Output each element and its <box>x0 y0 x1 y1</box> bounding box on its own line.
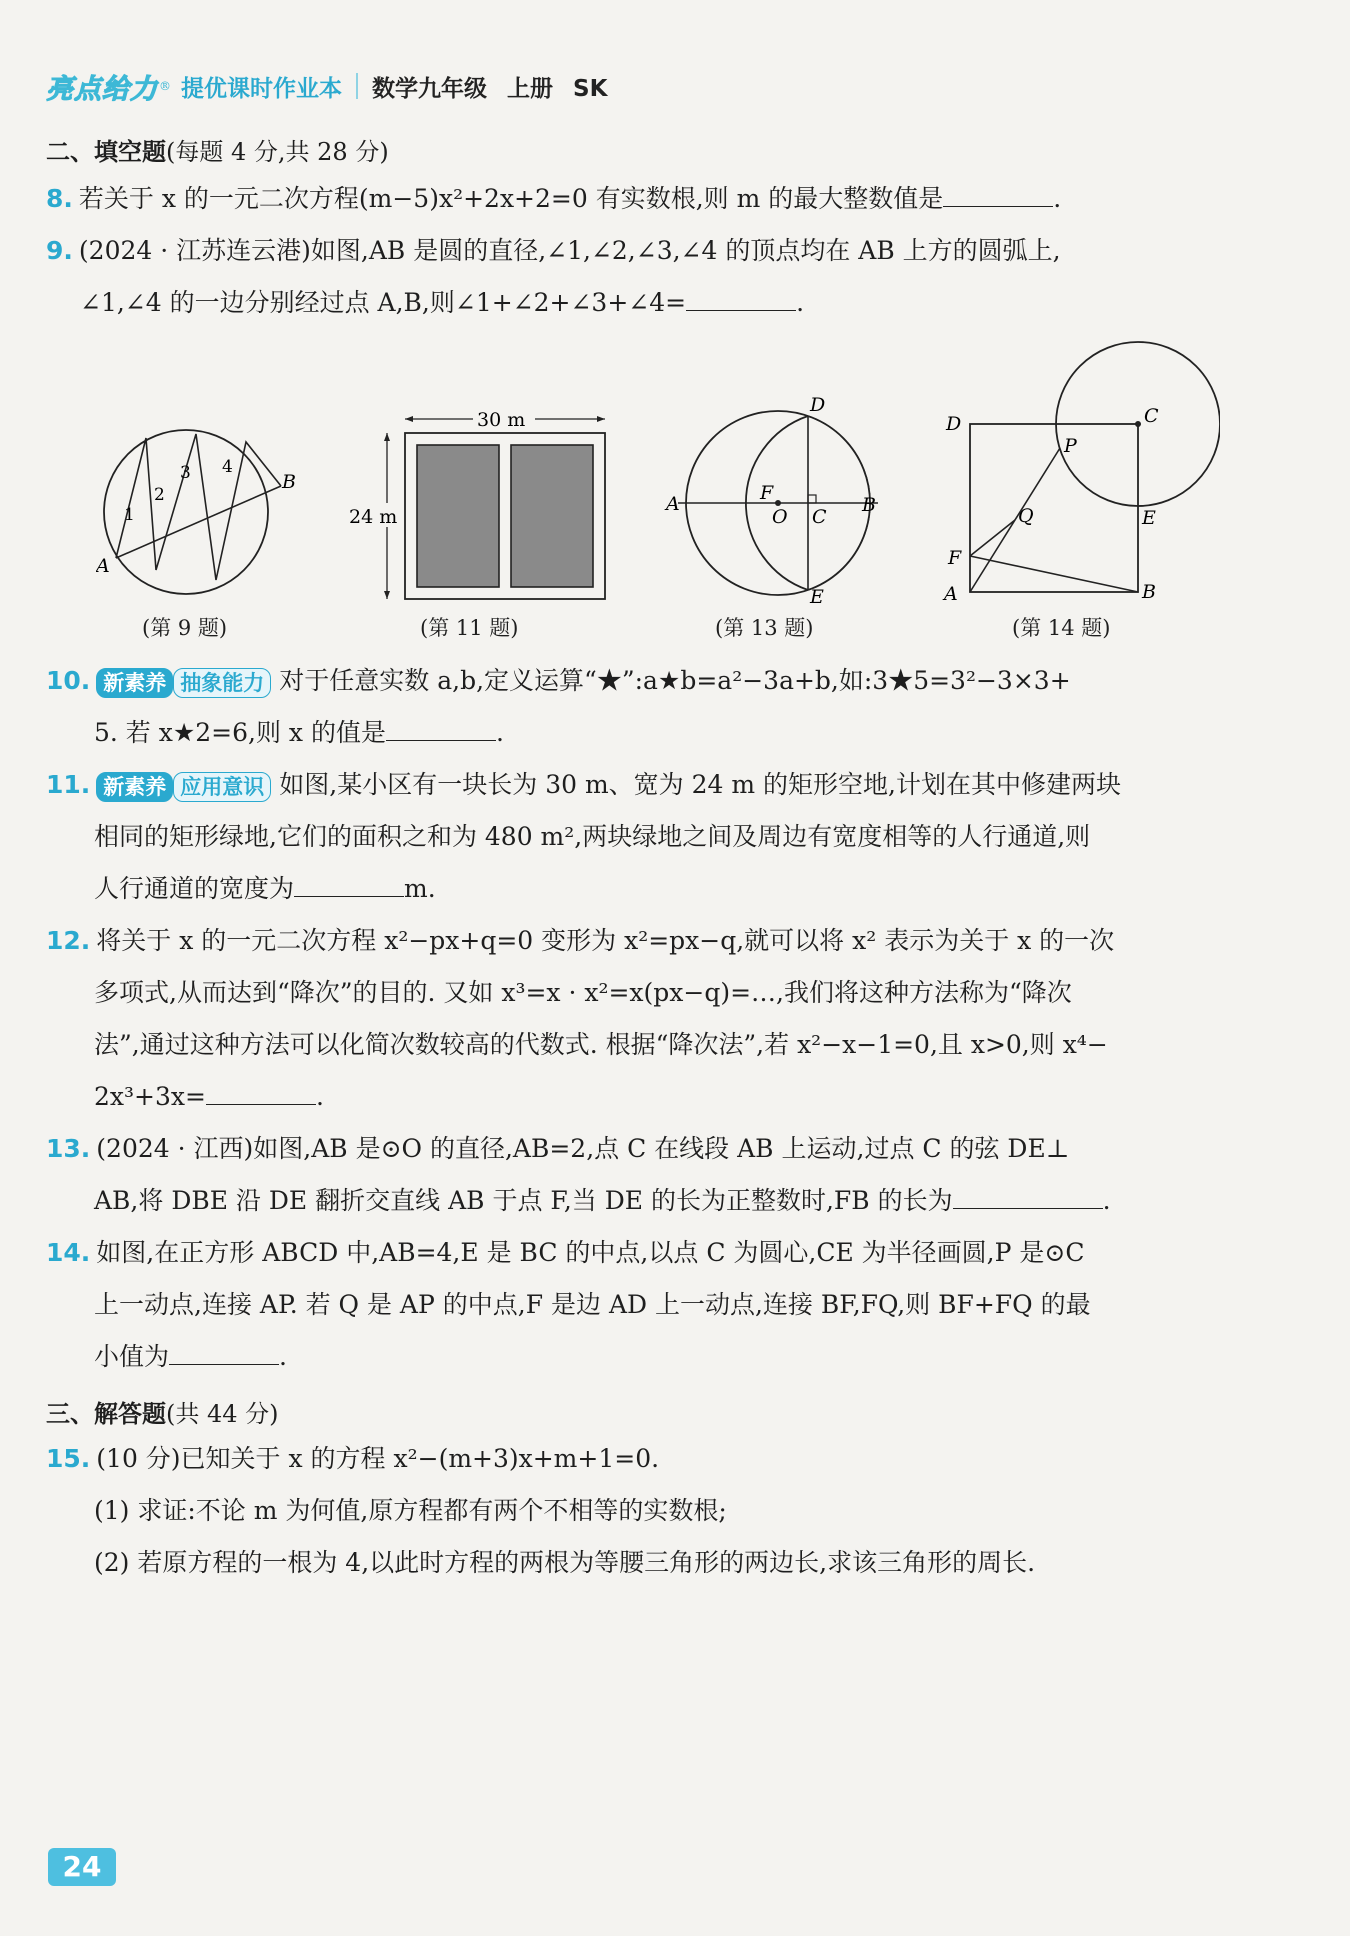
ability-tag: 抽象能力 <box>173 668 271 698</box>
brand-logo: 亮点给力 <box>46 73 158 105</box>
svg-text:1: 1 <box>124 505 135 525</box>
svg-text:B: B <box>282 471 296 493</box>
answer-blank <box>953 1207 1103 1209</box>
book-info: 数学九年级 上册 SK <box>372 75 608 102</box>
question-number: 12. <box>46 926 91 955</box>
question-text: 若关于 x 的一元二次方程(m−5)x²+2x+2=0 有实数根,则 m 的最大整数值是 <box>78 184 944 213</box>
question-number: 9. <box>46 236 73 265</box>
svg-text:E: E <box>810 586 824 605</box>
question-text: 如图,某小区有一块长为 30 m、宽为 24 m 的矩形空地,计划在其中修建两块 <box>279 770 1121 799</box>
question-text: (2024 · 江苏连云港)如图,AB 是圆的直径,∠1,∠2,∠3,∠4 的顶点均在 AB 上方的圆弧上, <box>78 236 1061 265</box>
question-number: 10. <box>46 666 91 695</box>
figure-14 <box>930 330 1220 605</box>
literacy-tag: 新素养 <box>96 668 173 698</box>
question-14 <box>46 1236 1084 1270</box>
question-text: 如图,在正方形 ABCD 中,AB=4,E 是 BC 的中点,以点 C 为圆心,CE 为半径画圆,P 是⊙C <box>96 1238 1085 1267</box>
svg-text:A: A <box>666 493 680 515</box>
svg-text:O: O <box>772 506 788 528</box>
question-14-line3: 小值为 . <box>94 1342 287 1371</box>
figure-13 <box>660 395 890 605</box>
question-10-line2: 5. 若 x★2=6,则 x 的值是 . <box>94 718 504 747</box>
svg-text:Q: Q <box>1018 505 1034 527</box>
ability-tag: 应用意识 <box>173 772 271 802</box>
question-15 <box>46 1442 659 1476</box>
registered-mark: ® <box>159 79 171 93</box>
svg-text:D: D <box>946 413 962 435</box>
svg-text:C: C <box>812 506 827 528</box>
answer-blank <box>386 739 496 741</box>
figure-11-caption: (第 11 题) <box>420 616 519 640</box>
question-text: 将关于 x 的一元二次方程 x²−px+q=0 变形为 x²=px−q,就可以将 x² 表示为关于 x 的一次 <box>96 926 1115 955</box>
question-number: 13. <box>46 1134 91 1163</box>
question-11-line3: 人行通道的宽度为 m. <box>94 874 436 903</box>
question-9-line2: ∠1,∠4 的一边分别经过点 A,B,则∠1+∠2+∠3+∠4= . <box>80 288 805 317</box>
svg-text:A: A <box>944 583 958 605</box>
figure-9-caption: (第 9 题) <box>142 616 228 640</box>
figure-13-caption: (第 13 题) <box>715 616 814 640</box>
page-header <box>46 66 607 106</box>
section-title-answer: 三、解答题(共 44 分) <box>46 1400 279 1428</box>
svg-text:F: F <box>760 482 774 504</box>
answer-blank <box>169 1363 279 1365</box>
answer-blank <box>206 1103 316 1105</box>
header-divider <box>356 73 358 99</box>
question-12-line2: 多项式,从而达到“降次”的目的. 又如 x³=x · x²=x(px−q)=…,我们将这种方法称为“降次 <box>94 978 1072 1007</box>
answer-blank <box>294 895 404 897</box>
svg-text:A: A <box>96 555 110 577</box>
answer-blank <box>943 205 1053 207</box>
question-text: (10 分)已知关于 x 的方程 x²−(m+3)x+m+1=0. <box>96 1444 660 1473</box>
question-11 <box>46 768 1121 802</box>
question-9 <box>46 234 1061 268</box>
question-13-line2: AB,将 DBE 沿 DE 翻折交直线 AB 于点 F,当 DE 的长为正整数时,FB 的长为 . <box>94 1186 1111 1215</box>
svg-text:30 m: 30 m <box>477 409 526 431</box>
svg-text:E: E <box>1142 507 1156 529</box>
question-number: 14. <box>46 1238 91 1267</box>
answer-blank <box>686 309 796 311</box>
svg-text:D: D <box>810 395 826 416</box>
question-13 <box>46 1132 1069 1166</box>
svg-text:P: P <box>1064 435 1077 457</box>
page-number: 24 <box>48 1848 116 1886</box>
literacy-tag: 新素养 <box>96 772 173 802</box>
question-8: 8. 若关于 x 的一元二次方程(m−5)x²+2x+2=0 有实数根,则 m 的最大整数值是 . <box>46 184 1062 213</box>
question-12-line3: 法”,通过这种方法可以化简次数较高的代数式. 根据“降次法”,若 x²−x−1=0,且 x>0,则 x⁴− <box>94 1030 1108 1059</box>
question-12 <box>46 924 1114 958</box>
figure-14-caption: (第 14 题) <box>1012 616 1111 640</box>
question-15-part2: (2) 若原方程的一根为 4,以此时方程的两根为等腰三角形的两边长,求该三角形的周长. <box>94 1548 1036 1577</box>
figure-9 <box>96 420 296 600</box>
question-text: (2024 · 江西)如图,AB 是⊙O 的直径,AB=2,点 C 在线段 AB 上运动,过点 C 的弦 DE⊥ <box>96 1134 1070 1163</box>
question-number: 8. <box>46 184 73 213</box>
section-title-fill-blank: 二、填空题(每题 4 分,共 28 分) <box>46 138 389 166</box>
question-number: 15. <box>46 1444 91 1473</box>
question-10 <box>46 664 1071 698</box>
figure-11 <box>345 405 615 605</box>
svg-text:B: B <box>1142 581 1156 603</box>
svg-text:3: 3 <box>180 463 191 483</box>
question-14-line2: 上一动点,连接 AP. 若 Q 是 AP 的中点,F 是边 AD 上一动点,连接 BF,FQ,则 BF+FQ 的最 <box>94 1290 1091 1319</box>
question-number: 11. <box>46 770 91 799</box>
question-12-line4: 2x³+3x= . <box>94 1082 324 1111</box>
svg-text:4: 4 <box>222 457 233 477</box>
question-11-line2: 相同的矩形绿地,它们的面积之和为 480 m²,两块绿地之间及周边有宽度相等的人行通道,则 <box>94 822 1091 851</box>
svg-text:C: C <box>1144 405 1159 427</box>
svg-text:B: B <box>862 494 876 516</box>
question-text: 对于任意实数 a,b,定义运算“★”:a★b=a²−3a+b,如:3★5=3²−3×3+ <box>279 666 1071 695</box>
book-series-title: 提优课时作业本 <box>181 75 342 102</box>
question-15-part1: (1) 求证:不论 m 为何值,原方程都有两个不相等的实数根; <box>94 1496 727 1525</box>
svg-text:24 m: 24 m <box>349 506 398 528</box>
svg-text:F: F <box>948 547 962 569</box>
svg-text:2: 2 <box>154 485 165 505</box>
